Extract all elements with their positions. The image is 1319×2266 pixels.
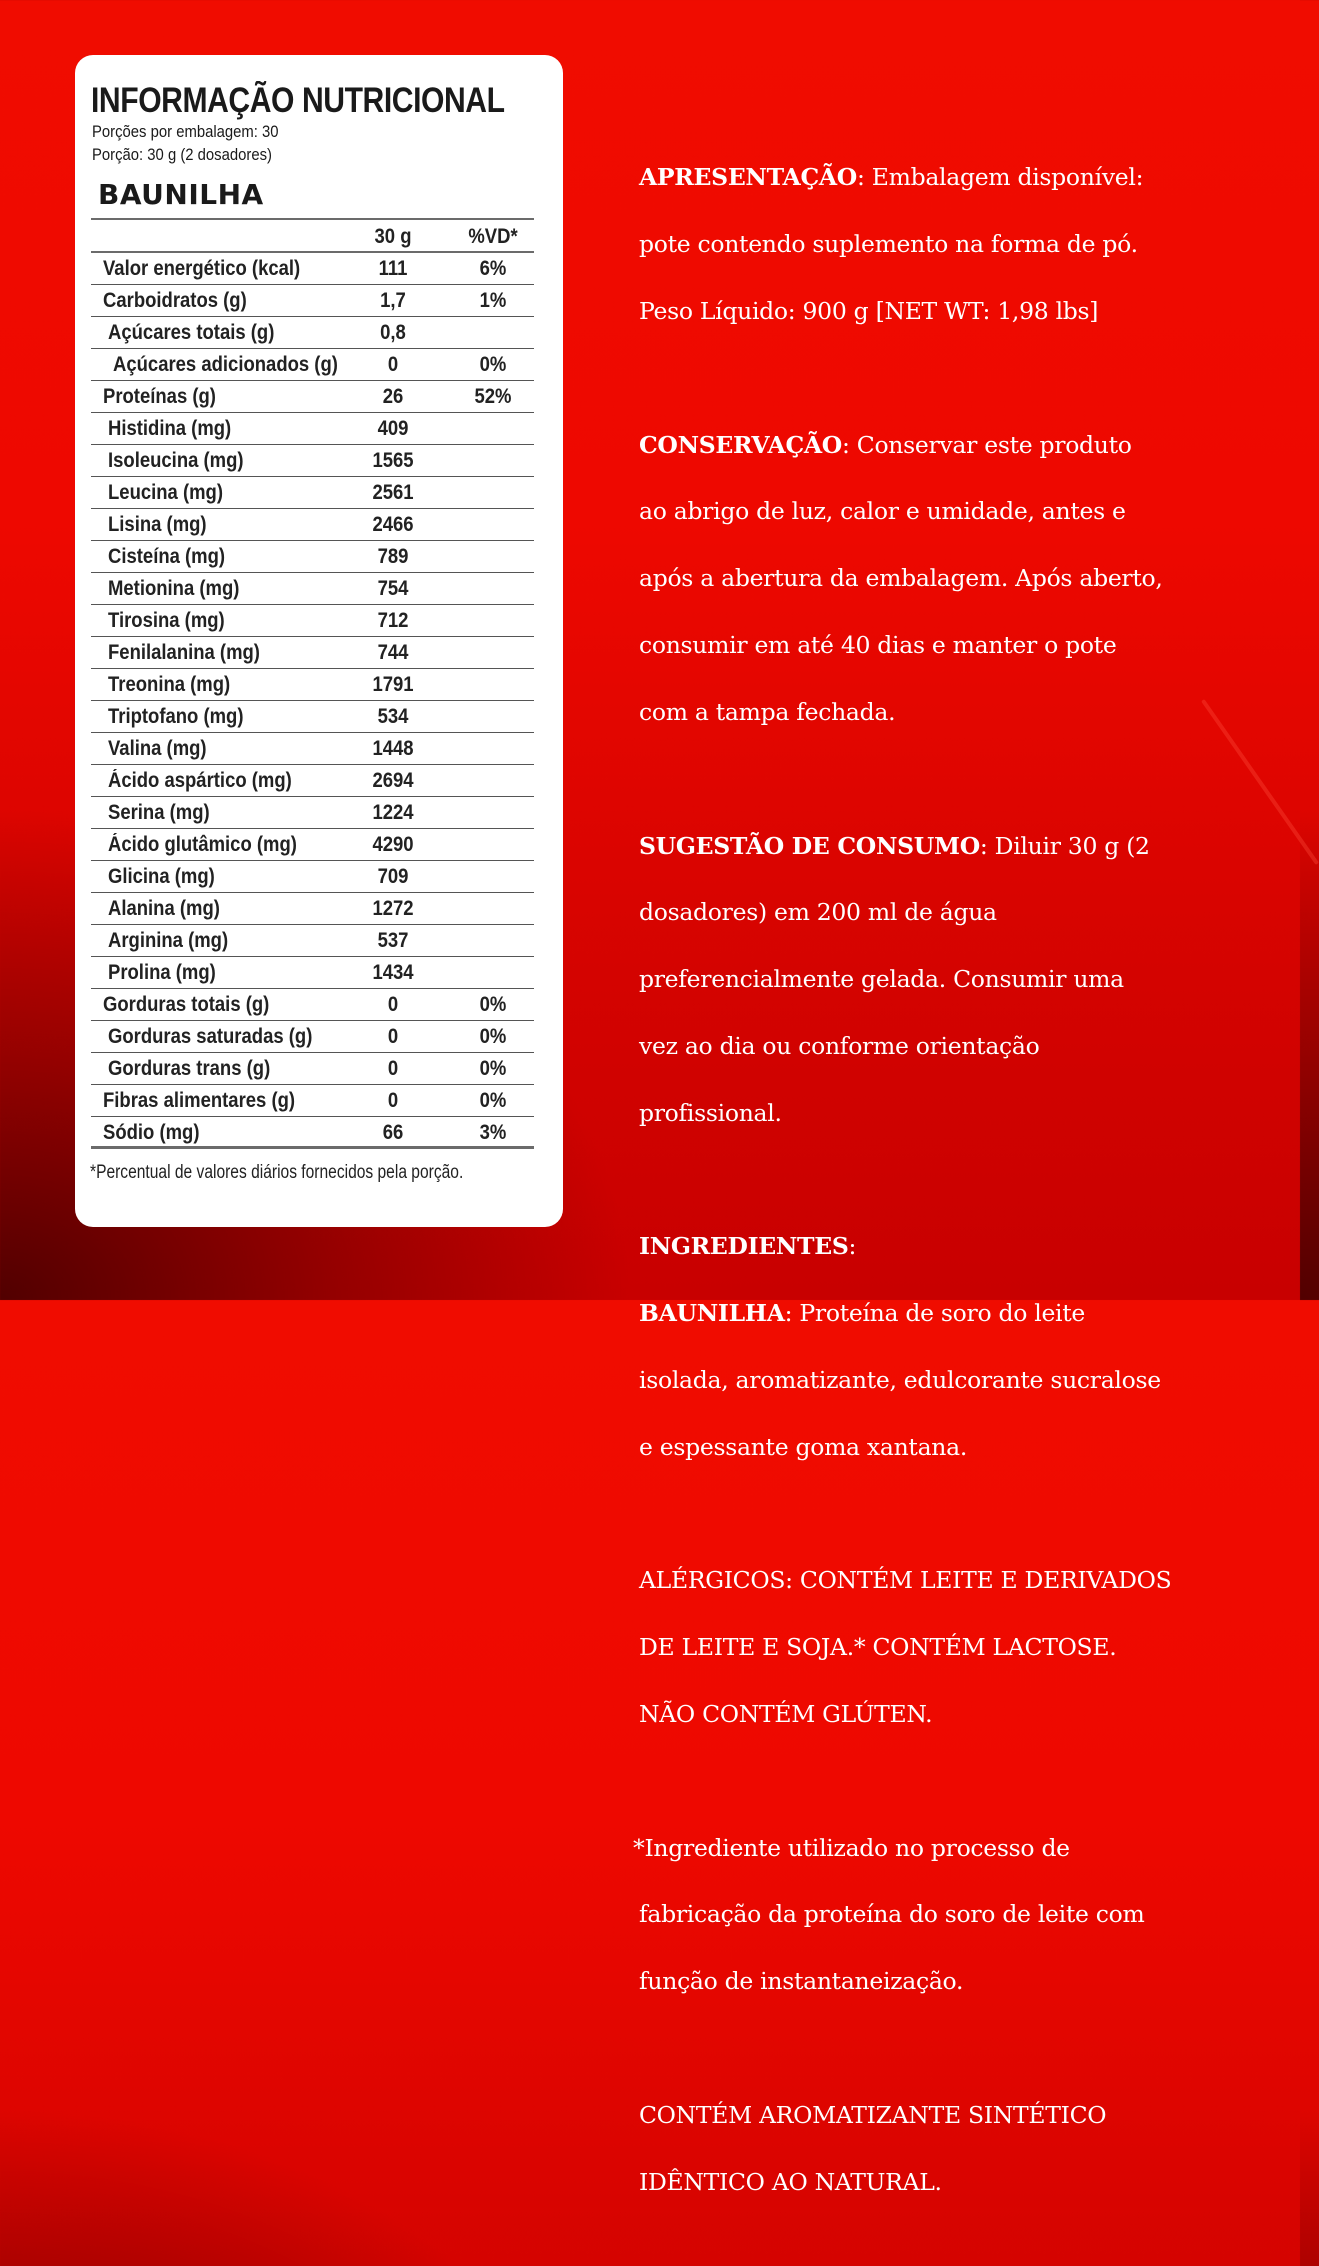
table-row [91,989,534,1021]
nutrient-label: Ácido aspártico (mg) [108,769,292,792]
nutrient-amount: 0 [387,353,399,376]
table-row [91,861,534,893]
section-sugestao [639,796,1259,1163]
table-row [91,477,534,509]
nutrient-label: Cisteína (mg) [108,545,226,568]
nutrient-amount: 1,7 [380,289,406,312]
table-row [91,285,534,317]
nutrient-amount: 1224 [372,801,414,824]
nutrient-label: Alanina (mg) [108,897,220,920]
ingredientes-colon: : [848,1232,857,1261]
table-row [91,1117,534,1149]
nutrient-amount: 1272 [372,897,414,920]
nutrient-label: Isoleucina (mg) [108,449,244,472]
alergicos-line: NÃO CONTÉM GLÚTEN. [639,1700,933,1729]
flavor-name: BAUNILHA [98,178,264,211]
table-footnote: *Percentual de valores diários fornecidos pela porção. [90,1162,464,1183]
nutrition-table [91,218,534,1149]
nutrient-label: Valor energético (kcal) [103,257,301,280]
apresentacao-line: Peso Líquido: 900 g [NET WT: 1,98 lbs] [639,297,1099,326]
nutrient-daily-value: 0% [479,1025,507,1048]
nutrient-amount: 537 [377,929,409,952]
nutrient-daily-value: 1% [479,289,507,312]
section-conservacao [639,395,1259,762]
conservacao-line: com a tampa fechada. [639,697,896,726]
section-nota [633,1798,1259,2032]
product-info [633,128,1259,2266]
nutrient-label: Treonina (mg) [108,673,231,696]
nutrient-label: Metionina (mg) [108,577,240,600]
sugestao-line: profissional. [639,1098,782,1127]
table-row [91,829,534,861]
heading-apresentacao: APRESENTAÇÃO [639,163,857,192]
nota-line: *Ingrediente utilizado no processo de [633,1833,1070,1862]
sugestao-line: preferencialmente gelada. Consumir uma [639,965,1124,994]
conservacao-line: : Conservar este produto [841,430,1132,459]
header-amount: 30 g [374,225,412,248]
nutrient-label: Leucina (mg) [108,481,224,504]
nutrient-daily-value: 0% [479,353,507,376]
nutrient-amount: 1434 [372,961,414,984]
table-row [91,701,534,733]
table-row [91,253,534,285]
header-daily-value: %VD* [468,225,518,248]
apresentacao-line: pote contendo suplemento na forma de pó. [639,230,1138,259]
sugestao-line: vez ao dia ou conforme orientação [639,1031,1040,1060]
table-row [91,381,534,413]
nutrient-label: Arginina (mg) [108,929,229,952]
heading-sugestao: SUGESTÃO DE CONSUMO [639,831,980,860]
nutrient-label: Valina (mg) [108,737,207,760]
nutrient-label: Açúcares totais (g) [108,321,275,344]
table-row [91,669,534,701]
nutrient-label: Gorduras saturadas (g) [108,1025,313,1048]
nutrient-label: Serina (mg) [108,801,210,824]
table-row [91,637,534,669]
nutrient-daily-value: 0% [479,993,507,1016]
table-row [91,413,534,445]
conservacao-line: após a abertura da embalagem. Após aberto, [639,564,1163,593]
nutrient-label: Glicina (mg) [108,865,215,888]
nutrient-amount: 754 [377,577,409,600]
nutrient-label: Prolina (mg) [108,961,216,984]
nutrient-amount: 4290 [372,833,414,856]
table-row [91,957,534,989]
conservacao-line: ao abrigo de luz, calor e umidade, antes e [639,497,1126,526]
alergicos-line: DE LEITE E SOJA.* CONTÉM LACTOSE. [639,1633,1117,1662]
nutrient-label: Fenilalanina (mg) [108,641,260,664]
table-row [91,925,534,957]
nutrient-amount: 709 [377,865,409,888]
nutrient-label: Gorduras totais (g) [103,993,270,1016]
table-row [91,1085,534,1117]
nutrient-label: Fibras alimentares (g) [103,1089,296,1112]
nutrient-amount: 0,8 [380,321,406,344]
ingredientes-line: e espessante goma xantana. [639,1432,968,1461]
nutrient-amount: 26 [382,385,404,408]
nutrient-amount: 1791 [372,673,414,696]
section-alergicos [639,1531,1259,1765]
nutrient-amount: 111 [378,257,408,280]
conservacao-line: consumir em até 40 dias e manter o pote [639,631,1117,660]
nutrient-amount: 2466 [372,513,414,536]
nutrient-amount: 534 [377,705,409,728]
sugestao-line: : Diluir 30 g (2 [979,831,1150,860]
heading-ingredientes: INGREDIENTES [639,1232,849,1261]
nutrient-amount: 0 [387,993,399,1016]
nutrient-amount: 66 [382,1121,404,1144]
nutrition-facts-card [75,55,563,1227]
nutrient-label: Ácido glutâmico (mg) [108,833,297,856]
nutrient-daily-value: 52% [474,385,512,408]
table-row [91,1021,534,1053]
table-row [91,765,534,797]
nutrient-amount: 0 [387,1025,399,1048]
section-apresentacao [639,128,1259,362]
nutrient-daily-value: 6% [479,257,507,280]
table-row [91,317,534,349]
nutrient-label: Lisina (mg) [108,513,207,536]
serving-size: Porção: 30 g (2 dosadores) [92,146,272,164]
table-header [91,218,534,253]
nutrient-daily-value: 0% [479,1057,507,1080]
table-row [91,605,534,637]
aromatizante-line: IDÊNTICO AO NATURAL. [639,2167,942,2196]
nutrient-amount: 712 [377,609,409,632]
nutrient-label: Açúcares adicionados (g) [113,353,338,376]
nutrient-label: Histidina (mg) [108,417,232,440]
nota-line: fabricação da proteína do soro de leite com [639,1900,1145,1929]
nutrient-amount: 2694 [372,769,414,792]
table-row [91,541,534,573]
nutrient-daily-value: 3% [479,1121,507,1144]
heading-conservacao: CONSERVAÇÃO [639,430,842,459]
servings-per-package: Porções por embalagem: 30 [92,123,279,141]
nutrient-label: Sódio (mg) [103,1121,200,1144]
sugestao-line: dosadores) em 200 ml de água [639,898,997,927]
nutrient-label: Proteínas (g) [103,385,216,408]
nutrient-label: Carboidratos (g) [103,289,247,312]
nutrient-daily-value: 0% [479,1089,507,1112]
nutrient-amount: 2561 [372,481,414,504]
nutrient-amount: 0 [387,1057,399,1080]
table-row [91,1053,534,1085]
table-row [91,573,534,605]
nutrient-amount: 744 [377,641,409,664]
table-row [91,733,534,765]
table-body [91,253,534,1149]
nutrition-title: INFORMAÇÃO NUTRICIONAL [91,81,505,120]
nutrient-amount: 1565 [372,449,414,472]
nutrient-label: Tirosina (mg) [108,609,225,632]
nutrient-label: Triptofano (mg) [108,705,244,728]
alergicos-line: ALÉRGICOS: CONTÉM LEITE E DERIVADOS [639,1566,1172,1595]
ingredientes-line: : Proteína de soro do leite [784,1299,1086,1328]
apresentacao-line: : Embalagem disponível: [856,163,1144,192]
nutrient-amount: 1448 [372,737,414,760]
heading-flavor: BAUNILHA [639,1299,785,1328]
nutrient-amount: 409 [377,417,409,440]
table-row [91,797,534,829]
table-row [91,349,534,381]
nota-line: função de instantaneização. [639,1967,964,1996]
section-ingredientes [639,1197,1259,1498]
aromatizante-line: CONTÉM AROMATIZANTE SINTÉTICO [639,2100,1107,2129]
section-aromatizante [639,2065,1259,2232]
table-row [91,445,534,477]
table-row [91,893,534,925]
nutrient-amount: 789 [377,545,409,568]
table-row [91,509,534,541]
nutrient-label: Gorduras trans (g) [108,1057,271,1080]
ingredientes-line: isolada, aromatizante, edulcorante sucralose [639,1365,1161,1394]
nutrient-amount: 0 [387,1089,399,1112]
